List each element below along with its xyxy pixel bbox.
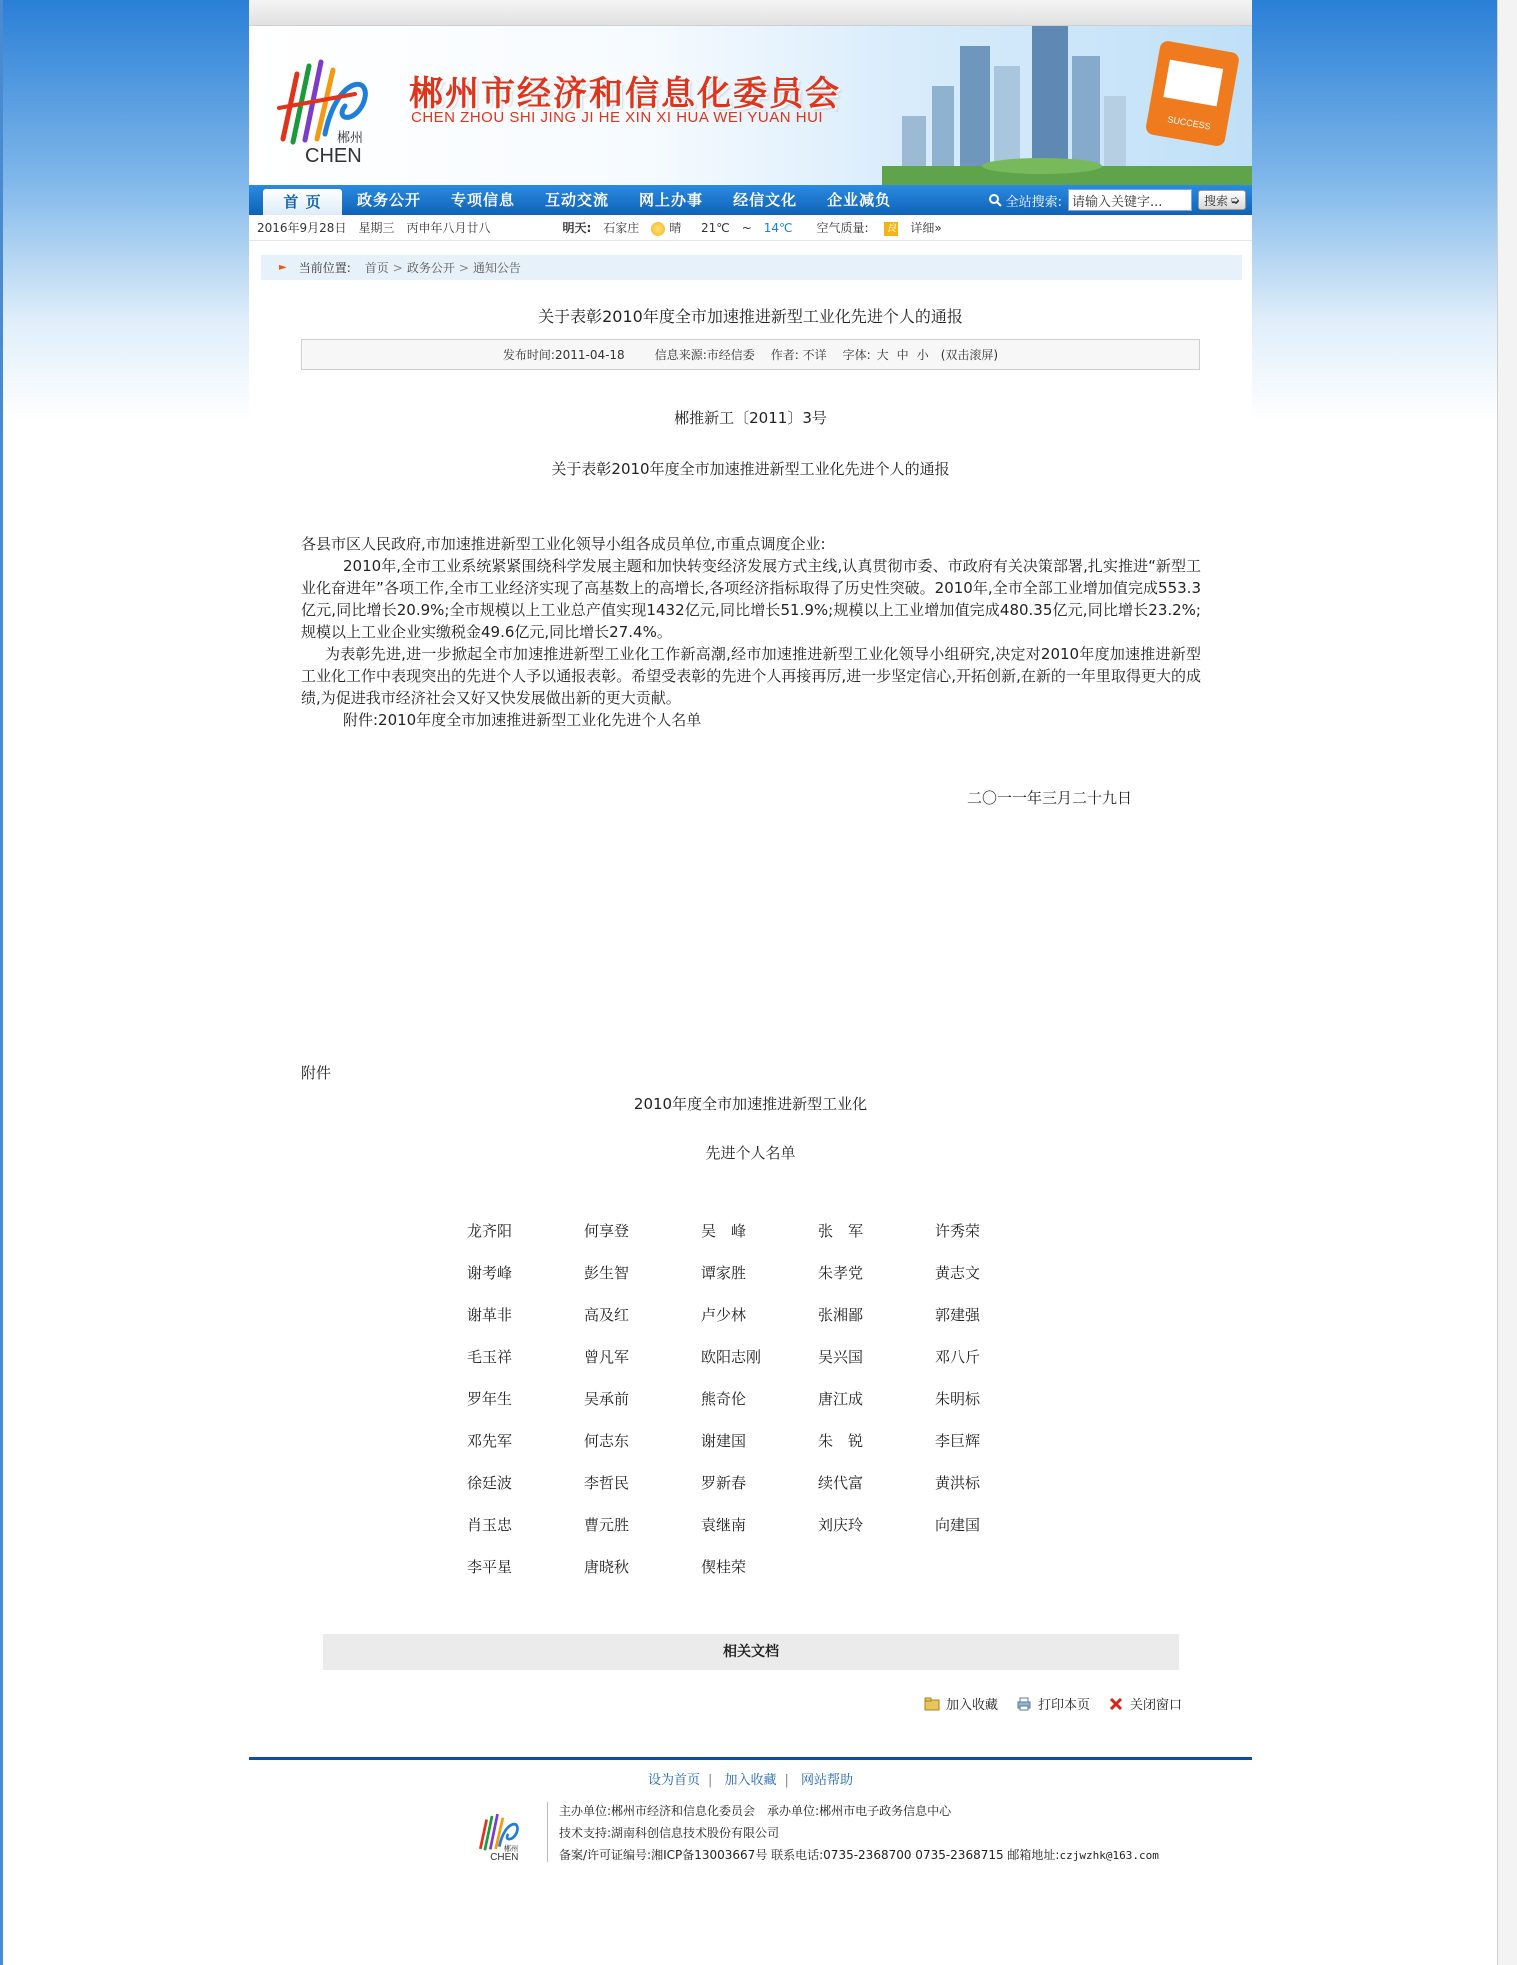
footer-registration-text: 备案/许可证编号:湘ICP备13003667号 联系电话:0735-2368700 0735-2368715 邮箱地址:	[559, 1848, 1060, 1862]
honoree-name: 欧阳志刚	[701, 1348, 762, 1366]
attachment-subtitle: 先进个人名单	[705, 1144, 796, 1162]
breadcrumb-sep: >	[392, 260, 403, 275]
honoree-name: 黄洪标	[935, 1474, 981, 1492]
honoree-name: 谢考峰	[467, 1264, 513, 1282]
printer-icon	[1016, 1697, 1032, 1711]
weather-city: 石家庄	[603, 221, 640, 235]
honoree-name: 刘庆玲	[818, 1516, 864, 1534]
honoree-name: 李平星	[467, 1558, 513, 1576]
footer-link-favorite[interactable]: 加入收藏	[724, 1773, 777, 1788]
honoree-name: 高及红	[584, 1306, 630, 1324]
footer-logo	[471, 1806, 533, 1862]
paragraph: 2010年,全市工业系统紧紧围绕科学发展主题和加快转变经济发展方式主线,认真贯彻市委、市政府有关决策部署,扎实推进“新型工业化奋进年”各项工作,全市工业经济实现了高基数上的高增长,各项经济指标取得了历史性突破。2010年,全市全部工业增加值完成553.3亿元,同比增长20.9%;全市规模以上工业总产值实现1432亿元,同比增长51.9%;规模以上工业增加值完成480.35亿元,同比增长23.2%;规模以上工业企业实缴税金49.6亿元,同比增长27.4%。	[301, 557, 1201, 641]
honoree-name: 曹元胜	[584, 1516, 630, 1534]
honoree-name: 郭建强	[935, 1306, 981, 1324]
footer-info	[249, 1796, 1252, 1876]
honoree-name: 熊奇伦	[701, 1390, 747, 1408]
site-search	[988, 189, 1246, 211]
info-source: 信息来源:市经信委	[654, 348, 755, 362]
honoree-name: 罗年生	[467, 1390, 513, 1408]
search-button[interactable]	[1198, 190, 1246, 210]
honoree-name: 谢建国	[701, 1432, 747, 1450]
footer-registration	[559, 1844, 1159, 1867]
air-quality-icon: 良	[886, 222, 897, 234]
font-size-medium[interactable]: 中	[896, 348, 909, 362]
add-favorite-button[interactable]	[924, 1694, 998, 1713]
breadcrumb-home[interactable]: 首页	[364, 261, 389, 275]
honoree-name: 朱明标	[935, 1390, 981, 1408]
honoree-name: 续代富	[818, 1474, 864, 1492]
nav-item-culture[interactable]: 经信文化	[733, 191, 798, 209]
honoree-name: 肖玉忠	[467, 1516, 513, 1534]
page-tools	[249, 1694, 1182, 1713]
honoree-name: 谭家胜	[701, 1264, 747, 1282]
footer-link-help[interactable]: 网站帮助	[801, 1773, 854, 1788]
honoree-name: 张湘鄙	[818, 1306, 864, 1324]
honoree-name: 邓八斤	[935, 1348, 981, 1366]
weather-detail-link[interactable]: 详细»	[910, 221, 942, 235]
site-pinyin: CHEN ZHOU SHI JING JI HE XIN XI HUA WEI YUAN HUI	[411, 109, 824, 126]
attachment-label: 附件	[301, 1064, 332, 1082]
honoree-name: 唐江成	[818, 1390, 864, 1408]
honoree-name: 偰桂荣	[701, 1558, 747, 1576]
page-container	[249, 0, 1252, 1965]
nav-item-gov-affairs[interactable]: 政务公开	[357, 191, 422, 209]
attachment-note: 附件:2010年度全市加速推进新型工业化先进个人名单	[343, 711, 702, 729]
search-button-label: 搜索	[1203, 193, 1228, 208]
breadcrumb-gov-affairs[interactable]: 政务公开	[406, 261, 455, 275]
honoree-name: 吴兴国	[818, 1348, 864, 1366]
honoree-name: 李哲民	[584, 1474, 630, 1492]
weather-text: 晴	[669, 221, 682, 235]
badge-text: SUCCESS	[1166, 114, 1212, 132]
publish-date: 发布时间:2011-04-18	[502, 348, 625, 362]
footer-tech-support: 技术支持:湖南科创信息技术股份有限公司	[559, 1826, 780, 1840]
honoree-name: 吴 峰	[701, 1222, 747, 1240]
tomorrow-label: 明天:	[562, 221, 592, 235]
breadcrumb-label: 当前位置:	[298, 261, 351, 275]
breadcrumb	[261, 255, 1242, 280]
window-border-left	[0, 0, 3, 1965]
search-icon	[988, 193, 1002, 207]
top-strip	[249, 0, 1252, 26]
honoree-name: 彭生智	[584, 1264, 630, 1282]
close-window-button[interactable]	[1108, 1694, 1182, 1713]
info-bar	[249, 215, 1252, 241]
current-date: 2016年9月28日	[257, 221, 347, 235]
search-label	[988, 191, 1062, 210]
font-size-label: 字体:	[842, 348, 871, 362]
honoree-list	[467, 1220, 1252, 1578]
folder-icon	[924, 1697, 940, 1711]
footer-links: 设为首页 | 加入收藏 | 网站帮助	[647, 1773, 854, 1788]
honoree-name: 朱 锐	[818, 1432, 864, 1450]
laptop-icon	[1145, 40, 1240, 147]
scrollbar[interactable]	[1497, 0, 1517, 1965]
related-documents-header: 相关文档	[323, 1634, 1179, 1670]
author: 作者: 不详	[770, 348, 827, 362]
temp-sep: ~	[741, 221, 752, 235]
site-logo[interactable]	[275, 44, 387, 168]
temp-low: 14℃	[763, 221, 793, 235]
document-date: 二〇一一年三月二十九日	[966, 789, 1132, 807]
footer-logo-text-cn: 郴州	[503, 1844, 519, 1854]
header-banner	[249, 26, 1252, 185]
footer-link-set-home[interactable]: 设为首页	[647, 1773, 700, 1788]
honoree-name: 何志东	[584, 1432, 630, 1450]
honoree-name: 张 军	[818, 1222, 864, 1240]
honoree-name: 毛玉祥	[467, 1348, 513, 1366]
honoree-name: 罗新春	[701, 1474, 747, 1492]
honoree-name: 何享登	[584, 1222, 630, 1240]
honoree-name: 袁继南	[701, 1516, 747, 1534]
footer-sponsor: 主办单位:郴州市经济和信息化委员会 承办单位:郴州市电子政务信息中心	[559, 1804, 952, 1818]
nav-item-burden-relief[interactable]: 企业减负	[827, 191, 892, 209]
honoree-name: 朱孝党	[818, 1264, 864, 1282]
font-size-small[interactable]: 小	[916, 348, 929, 362]
honoree-name: 徐廷波	[467, 1474, 513, 1492]
article-body	[301, 533, 1201, 731]
honoree-name: 龙齐阳	[467, 1222, 513, 1240]
honoree-name: 谢革非	[467, 1306, 513, 1324]
font-size-large[interactable]: 大	[876, 348, 889, 362]
article-meta	[301, 339, 1200, 370]
honoree-name: 黄志文	[935, 1264, 981, 1282]
nav-item-special-info[interactable]: 专项信息	[451, 191, 516, 209]
nav-item-online-service[interactable]: 网上办事	[639, 191, 704, 209]
honoree-name: 李巨辉	[935, 1432, 981, 1450]
attachment-title: 2010年度全市加速推进新型工业化	[633, 1095, 868, 1113]
add-favorite-label: 加入收藏	[945, 1698, 998, 1713]
nav-item-home[interactable]: 首 页	[263, 189, 342, 215]
salutation: 各县市区人民政府,市加速推进新型工业化领导小组各成员单位,市重点调度企业:	[301, 535, 826, 553]
weather-display	[651, 219, 804, 236]
footer-divider	[249, 1757, 1252, 1760]
sun-icon	[651, 222, 665, 236]
honoree-name: 吴承前	[584, 1390, 630, 1408]
nav-item-interaction[interactable]: 互动交流	[545, 191, 610, 209]
main-nav	[249, 185, 1252, 215]
breadcrumb-sep: >	[458, 260, 469, 275]
temp-high: 21℃	[700, 221, 730, 235]
close-icon	[1108, 1697, 1124, 1711]
document-number: 郴推新工〔2011〕3号	[674, 409, 827, 427]
document-subtitle: 关于表彰2010年度全市加速推进新型工业化先进个人的通报	[551, 460, 950, 478]
honoree-name: 向建国	[935, 1516, 981, 1534]
arrow-right-icon: ➭	[1229, 193, 1241, 207]
paragraph: 为表彰先进,进一步掀起全市加速推进新型工业化工作新高潮,经市加速推进新型工业化领导小组研究,决定对2010年度加速推进新型工业化工作中表现突出的先进个人予以通报表彰。希望受表彰的先进个人再接再厉,进一步坚定信心,开拓创新,在新的一年里取得更大的成绩,为促进我市经济社会又好又快发展做出新的更大贡献。	[301, 645, 1201, 707]
city-skyline-illustration	[882, 26, 1252, 185]
breadcrumb-arrow-icon: ►	[279, 262, 287, 273]
footer-text	[559, 1800, 1159, 1867]
print-button[interactable]	[1016, 1694, 1090, 1713]
search-input[interactable]	[1068, 189, 1192, 211]
article-title: 关于表彰2010年度全市加速推进新型工业化先进个人的通报	[538, 307, 963, 326]
honoree-name: 卢少林	[701, 1306, 747, 1324]
print-label: 打印本页	[1037, 1698, 1090, 1713]
honoree-name: 邓先军	[467, 1432, 513, 1450]
scroll-hint[interactable]: (双击滚屏)	[940, 348, 999, 362]
honoree-name: 曾凡军	[584, 1348, 630, 1366]
site-title: 郴州市经济和信息化委员会	[409, 74, 841, 114]
logo-text-cn: 郴州	[337, 131, 364, 146]
footer-separator	[547, 1802, 548, 1862]
breadcrumb-notices[interactable]: 通知公告	[472, 261, 521, 275]
lunar-date: 丙申年八月廿八	[406, 221, 491, 235]
air-quality-label: 空气质量:	[816, 221, 869, 235]
air-quality	[817, 219, 899, 236]
search-label-text: 全站搜索:	[1005, 194, 1062, 210]
honoree-name: 唐晓秋	[584, 1558, 630, 1576]
honoree-name: 许秀荣	[935, 1222, 981, 1240]
footer-email[interactable]: czjwzhk@163.com	[1059, 1849, 1159, 1862]
logo-text-en: CHEN	[305, 145, 362, 167]
weekday: 星期三	[358, 221, 395, 235]
close-window-label: 关闭窗口	[1129, 1698, 1182, 1713]
footer-logo-text-en: CHEN	[490, 1852, 519, 1862]
